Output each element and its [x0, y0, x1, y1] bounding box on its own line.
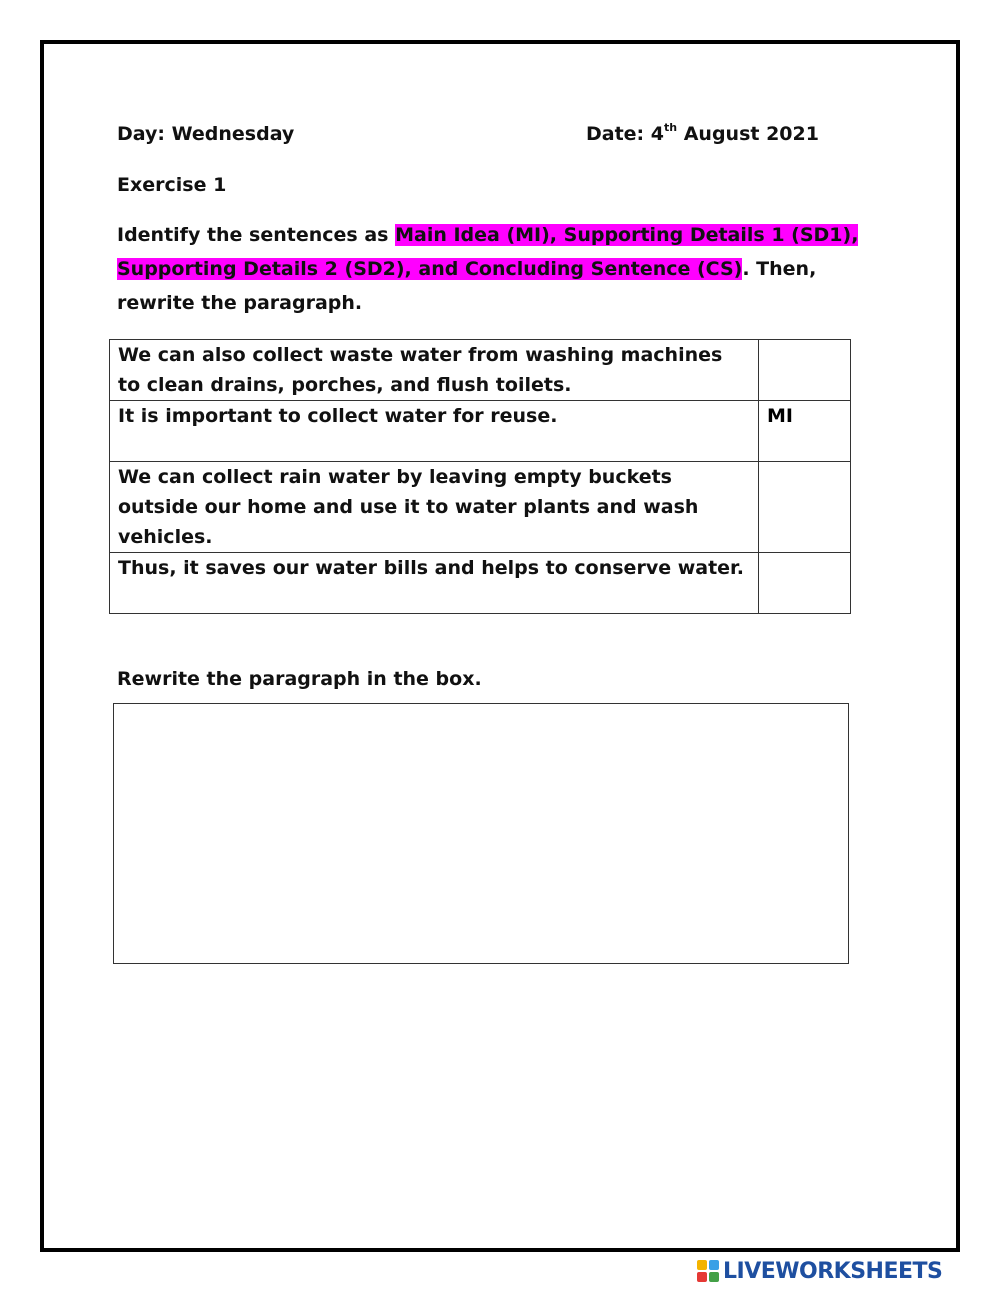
logo-square	[697, 1260, 707, 1270]
rewrite-textarea[interactable]	[113, 703, 849, 964]
answer-input[interactable]	[767, 553, 837, 583]
sentence-cell: Thus, it saves our water bills and helps to conserve water.	[110, 553, 759, 614]
instruction-text: Identify the sentences as	[117, 224, 396, 246]
sentence-cell: We can collect rain water by leaving empty buckets outside our home and use it to water plants and wash vehicles.	[110, 462, 759, 553]
sentence-table	[109, 339, 851, 614]
answer-cell	[759, 340, 851, 401]
instruction-highlight: Main Idea (MI), Supporting Details 1 (SD1), Supporting Details 2 (SD2), and Concluding Sentence (CS)	[117, 224, 859, 280]
date-superscript: th	[664, 120, 678, 134]
table-row	[110, 553, 851, 614]
logo-square	[709, 1260, 719, 1270]
instruction-text-end: . Then, rewrite the paragraph.	[117, 258, 817, 314]
answer-input[interactable]	[767, 462, 837, 492]
exercise-instructions	[117, 218, 887, 320]
sentence-cell: It is important to collect water for reuse.	[110, 401, 759, 462]
answer-input[interactable]	[767, 340, 837, 370]
rewrite-label: Rewrite the paragraph in the box.	[117, 668, 482, 690]
date-label	[586, 117, 819, 151]
sentence-cell: We can also collect waste water from washing machines to clean drains, porches, and flush toilets.	[110, 340, 759, 401]
date-suffix: August 2021	[677, 123, 819, 145]
answer-cell	[759, 462, 851, 553]
table-row	[110, 340, 851, 401]
table-row	[110, 462, 851, 553]
date-prefix: Date: 4	[586, 123, 664, 145]
exercise-title: Exercise 1	[117, 174, 227, 196]
logo-square	[709, 1272, 719, 1282]
liveworksheets-logo-icon	[697, 1260, 719, 1282]
liveworksheets-brand[interactable]	[697, 1256, 942, 1286]
answer-cell	[759, 553, 851, 614]
table-row	[110, 401, 851, 462]
brand-name: LIVEWORKSHEETS	[723, 1258, 943, 1284]
answer-cell	[759, 401, 851, 462]
day-label: Day: Wednesday	[117, 123, 295, 145]
answer-input[interactable]	[767, 401, 837, 431]
logo-square	[697, 1272, 707, 1282]
